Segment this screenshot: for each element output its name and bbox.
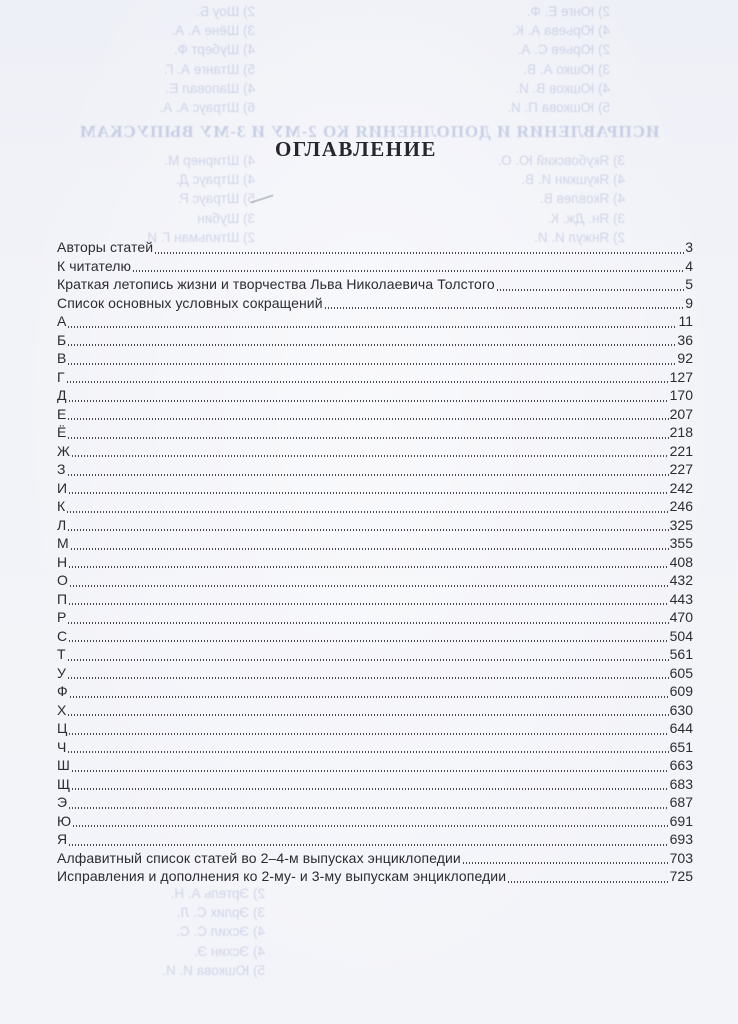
toc-entry-page: 9 [685, 294, 693, 311]
dot-leader [69, 400, 669, 402]
toc-entry-label: Ю [57, 812, 72, 829]
toc-entry-page: 561 [669, 646, 693, 662]
dot-leader [463, 862, 669, 864]
dot-leader [69, 492, 668, 494]
dot-leader [69, 733, 668, 735]
toc-entry-label: К [57, 498, 66, 514]
toc-entry-page: 3 [685, 239, 693, 255]
dot-leader [72, 455, 669, 457]
toc-entry-page: 408 [669, 553, 693, 570]
toc-entry-page: 432 [669, 572, 693, 588]
toc-entry-label: П [57, 590, 68, 607]
toc-entry [57, 387, 693, 406]
bleedthrough-line: 3) Шубин [197, 210, 255, 226]
toc-entry-label: Ф [57, 683, 68, 699]
bleedthrough-line: 4) Якушкин И. В. [521, 172, 625, 188]
toc-entry-page: 693 [669, 831, 693, 847]
toc-entry-page: 92 [677, 350, 693, 366]
toc-entry-page: 630 [669, 701, 693, 718]
bleedthrough-line: 4) Шуберт Ф. [173, 42, 255, 58]
toc-entry-page: 5 [685, 276, 693, 292]
toc-entry-label: Алфавитный список статей во 2–4-м выпусках энциклопедии [57, 849, 461, 866]
dot-leader [133, 270, 684, 272]
toc-entry [57, 609, 693, 628]
toc-entry [57, 702, 693, 721]
toc-entry [57, 794, 693, 813]
toc-entry-label: Л [57, 516, 67, 533]
toc-entry-label: К читателю [57, 257, 132, 274]
toc-entry-label: А [57, 313, 67, 329]
toc-entry-page: 207 [669, 405, 693, 422]
bleedthrough-line: 3) Шёне А. А. [171, 23, 255, 39]
toc-entry [57, 554, 693, 573]
toc-entry-label: В [57, 350, 67, 366]
bleedthrough-line: 4) Шаповал Е. [165, 80, 255, 96]
dot-leader [68, 474, 669, 476]
toc-entry-label: У [57, 664, 66, 681]
bleedthrough-line: 5) Штанге А. Г. [164, 61, 255, 77]
bleedthrough-line: 2) Штильман Г. И. [143, 229, 255, 245]
toc-entry-label: З [57, 461, 66, 477]
toc-entry-label: Ё [57, 424, 67, 440]
bleedthrough-column-top-right [390, 2, 610, 117]
toc-entry-page: 170 [669, 387, 693, 403]
toc-entry [57, 683, 693, 702]
toc-entry-label: Н [57, 553, 68, 570]
dot-leader [68, 751, 668, 753]
toc-entry [57, 258, 693, 277]
toc-entry-label: Список основных условных сокращений [57, 294, 323, 311]
dot-leader [69, 844, 668, 846]
dot-leader [70, 585, 669, 587]
bleedthrough-line: 2) Эртель А. Н. [170, 886, 265, 901]
bleedthrough-line: 2) Юрьев С. А. [517, 42, 610, 58]
dot-leader [71, 548, 669, 550]
bleedthrough-line: 4) Эсхил С. С. [176, 924, 265, 940]
bleedthrough-line: 2) Шоу Б. [196, 4, 255, 19]
toc-entry-page: 36 [677, 331, 693, 348]
toc-entry-page: 221 [669, 442, 693, 459]
dot-leader [497, 289, 684, 291]
bleedthrough-line: 2) Янжул И. И. [534, 229, 625, 245]
dot-leader [73, 825, 668, 827]
toc-entry-page: 609 [669, 683, 693, 699]
toc-entry-label: Д [57, 387, 67, 403]
dot-leader [68, 677, 669, 679]
toc-entry-label: Ц [57, 720, 68, 736]
dot-leader [68, 659, 669, 661]
bleedthrough-line: 6) Штраус А. А. [159, 100, 255, 116]
dot-leader [68, 363, 676, 365]
toc-entry [57, 498, 693, 517]
toc-entry-label: Ч [57, 738, 67, 755]
page-title: ОГЛАВЛЕНИЕ [275, 137, 437, 161]
bleedthrough-line: 4) Юрьева А. К. [512, 23, 610, 39]
toc-entry-page: 4 [685, 257, 693, 274]
bleedthrough-column-mid-right [395, 151, 625, 247]
dot-leader [72, 770, 669, 772]
toc-entry-page: 683 [669, 775, 693, 792]
toc-entry [57, 665, 693, 684]
toc-entry [57, 332, 693, 351]
dot-leader [69, 603, 668, 605]
toc-entry [57, 739, 693, 758]
toc-entry [57, 461, 693, 480]
bleedthrough-line: 5) Штраус Р. [178, 191, 255, 207]
dot-leader [68, 437, 668, 439]
toc-entry-page: 651 [669, 738, 693, 755]
bleedthrough-header: ИСПРАВЛЕНИЯ И ДОПОЛНЕНИЯ КО 2-МУ И 3-МУ ВЫПУСКАМ [78, 122, 660, 141]
toc-entry-page: 355 [669, 535, 693, 551]
toc-entry-label: Авторы статей [57, 239, 154, 255]
toc-entry-page: 443 [669, 590, 693, 607]
toc-entry-label: Я [57, 831, 68, 847]
toc-entry-label: Ж [57, 442, 71, 459]
pencil-smudge [250, 194, 273, 203]
toc-entry [57, 424, 693, 443]
toc-entry-page: 242 [669, 479, 693, 496]
dot-leader [68, 714, 668, 716]
toc-entry-page: 644 [669, 720, 693, 736]
toc-entry [57, 831, 693, 850]
bleedthrough-line: 3) Эрлих С. Л. [176, 905, 265, 921]
dot-leader [68, 326, 677, 328]
bleedthrough-line: 4) Юшков В. И. [515, 80, 610, 96]
dot-leader [325, 307, 685, 309]
toc-entry [57, 443, 693, 462]
toc-entry-page: 691 [669, 812, 693, 829]
toc-entry-page: 663 [669, 757, 693, 773]
dot-leader [70, 696, 669, 698]
dot-leader [68, 529, 668, 531]
dot-leader [68, 622, 668, 624]
toc-entry-label: Э [57, 794, 68, 810]
toc-entry-page: 703 [669, 849, 693, 866]
bleedthrough-line: 4) Яковлев В. [540, 191, 625, 207]
dot-leader [69, 566, 668, 568]
toc-entry-label: Краткая летопись жизни и творчества Льва Николаевича Толстого [57, 276, 495, 292]
toc-entry-page: 470 [669, 609, 693, 625]
toc-entry-page: 605 [669, 664, 693, 681]
toc-entry-label: Ш [57, 757, 70, 773]
bleedthrough-column-bottom-left [55, 884, 265, 980]
dot-leader [508, 881, 668, 883]
toc-entry-label: И [57, 479, 68, 496]
bleedthrough-line: 3) Ян. Дж. К. [547, 210, 625, 226]
toc-entry [57, 480, 693, 499]
toc-entry [57, 776, 693, 795]
toc-entry-label: Е [57, 405, 67, 422]
dot-leader [67, 381, 669, 383]
toc-entry [57, 572, 693, 591]
toc-entry [57, 276, 693, 295]
toc-entry-label: Исправления и дополнения ко 2-му- и 3-му выпускам энциклопедии [57, 868, 507, 884]
toc-entry [57, 868, 693, 887]
toc-entry [57, 720, 693, 739]
toc-entry [57, 591, 693, 610]
toc-entry-label: Т [57, 646, 66, 662]
bleedthrough-line: 5) Юшкова И. И. [162, 962, 265, 978]
bleedthrough-line: 3) Якубовский Ю. О. [497, 153, 625, 168]
toc-entry-label: Щ [57, 775, 71, 792]
dot-leader [72, 788, 668, 790]
toc-entry-page: 127 [669, 368, 693, 385]
bleedthrough-line: 4) Штраус Д. [175, 172, 255, 188]
toc-entry-label: Х [57, 701, 67, 718]
bleedthrough-line: 3) Юшко А. В. [523, 61, 610, 77]
bleedthrough-line: 5) Юшкова П. И. [507, 100, 610, 116]
dot-leader [68, 418, 668, 420]
dot-leader [68, 344, 676, 346]
toc-entry-page: 218 [669, 424, 693, 440]
toc-entry [57, 350, 693, 369]
toc-list [57, 239, 693, 887]
toc-entry-page: 11 [678, 313, 693, 329]
bleedthrough-column-top-left [55, 2, 255, 117]
bleedthrough-line: 4) Эсхин Э. [193, 943, 265, 959]
bleedthrough-line: 2) Юнге Е. Ф. [526, 4, 610, 19]
dot-leader [67, 511, 668, 513]
bleedthrough-column-mid-left [55, 151, 255, 247]
toc-entry-label: Г [57, 368, 65, 385]
dot-leader [155, 252, 684, 254]
toc-entry [57, 517, 693, 536]
toc-entry [57, 239, 693, 258]
toc-entry [57, 369, 693, 388]
toc-entry [57, 813, 693, 832]
dot-leader [69, 640, 668, 642]
toc-entry-label: Р [57, 609, 67, 625]
dot-leader [69, 807, 668, 809]
toc-entry-label: М [57, 535, 69, 551]
toc-entry-page: 725 [669, 868, 693, 884]
toc-entry-label: С [57, 627, 68, 644]
toc-entry [57, 295, 693, 314]
toc-entry-label: О [57, 572, 68, 588]
bleedthrough-line: 4) Штирнер М. [164, 153, 255, 168]
toc-entry-page: 325 [669, 516, 693, 533]
toc-entry [57, 646, 693, 665]
toc-entry [57, 313, 693, 332]
toc-entry-page: 687 [669, 794, 693, 810]
toc-entry-label: Б [57, 331, 67, 348]
toc-entry [57, 406, 693, 425]
toc-entry-page: 246 [669, 498, 693, 514]
toc-entry [57, 535, 693, 554]
toc-entry-page: 227 [669, 461, 693, 477]
toc-entry [57, 850, 693, 869]
toc-entry [57, 628, 693, 647]
toc-entry [57, 757, 693, 776]
toc-entry-page: 504 [669, 627, 693, 644]
